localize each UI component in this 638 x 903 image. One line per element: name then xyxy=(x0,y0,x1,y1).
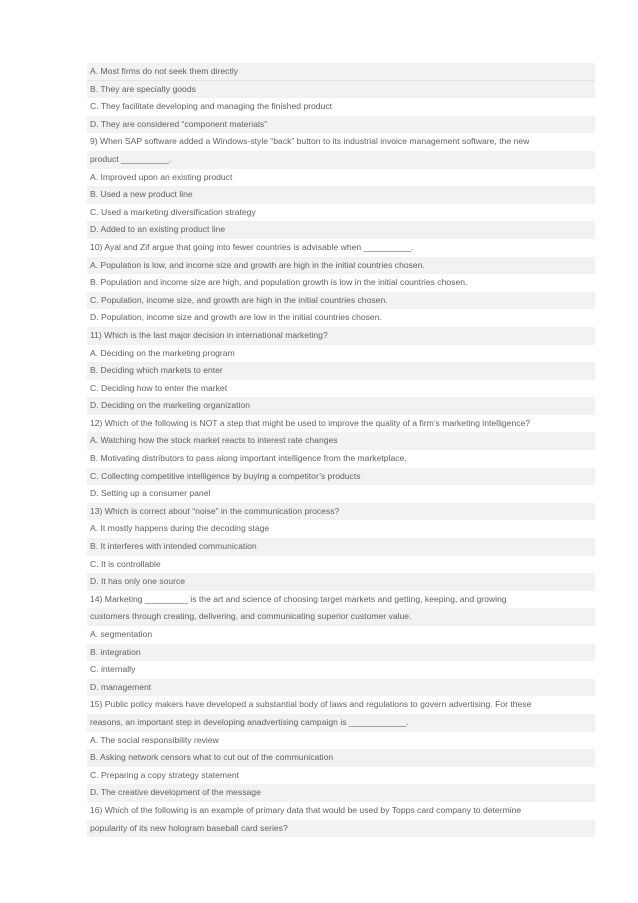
text-line: B. Deciding which markets to enter xyxy=(87,362,595,380)
text-line: C. They facilitate developing and managing the finished product xyxy=(87,98,595,116)
text-line: customers through creating, delivering, and communicating superior customer value. xyxy=(87,608,595,626)
text-line: D. Setting up a consumer panel xyxy=(87,485,595,503)
text-line: B. Asking network censors what to cut out of the communication xyxy=(87,749,595,767)
text-line: 16) Which of the following is an example of primary data that would be used by Topps card company to determine xyxy=(87,802,595,820)
text-line: A. It mostly happens during the decoding stage xyxy=(87,520,595,538)
text-line: A. Most firms do not seek them directly xyxy=(87,63,595,81)
text-line: C. Collecting competitive intelligence by buying a competitor’s products xyxy=(87,468,595,486)
text-line: B. integration xyxy=(87,644,595,662)
text-line: product __________. xyxy=(87,151,595,169)
text-line: C. Used a marketing diversification strategy xyxy=(87,204,595,222)
text-line: 15) Public policy makers have developed a substantial body of laws and regulations to govern advertising. For these xyxy=(87,696,595,714)
text-line: A. Population is low, and income size and growth are high in the initial countries chosen. xyxy=(87,257,595,275)
text-line: 12) Which of the following is NOT a step that might be used to improve the quality of a firm’s marketing intelligence? xyxy=(87,415,595,433)
text-line: C. internally xyxy=(87,661,595,679)
text-line: C. Preparing a copy strategy statement xyxy=(87,767,595,785)
text-line: 9) When SAP software added a Windows-style “back” button to its industrial invoice management software, the new xyxy=(87,133,595,151)
text-line: C. Deciding how to enter the market xyxy=(87,380,595,398)
text-line: B. Motivating distributors to pass along important intelligence from the marketplace. xyxy=(87,450,595,468)
text-line: B. Population and income size are high, and population growth is low in the initial countries chosen. xyxy=(87,274,595,292)
text-line: A. The social responsibility review xyxy=(87,732,595,750)
text-line: D. The creative development of the message xyxy=(87,784,595,802)
text-line: 13) Which is correct about “noise” in the communication process? xyxy=(87,503,595,521)
text-line: A. Improved upon an existing product xyxy=(87,169,595,187)
text-line: A. Watching how the stock market reacts to interest rate changes xyxy=(87,432,595,450)
text-line: D. management xyxy=(87,679,595,697)
text-line: popularity of its new hologram baseball card series? xyxy=(87,820,595,838)
text-line: 14) Marketing _________ is the art and science of choosing target markets and getting, keeping, and growing xyxy=(87,591,595,609)
text-line: C. It is controllable xyxy=(87,556,595,574)
text-line: D. It has only one source xyxy=(87,573,595,591)
text-line: B. It interferes with intended communication xyxy=(87,538,595,556)
text-line: D. Added to an existing product line xyxy=(87,221,595,239)
text-line: A. Deciding on the marketing program xyxy=(87,345,595,363)
text-line: D. Deciding on the marketing organization xyxy=(87,397,595,415)
text-line: A. segmentation xyxy=(87,626,595,644)
text-line: 10) Ayal and Zif argue that going into fewer countries is advisable when __________. xyxy=(87,239,595,257)
text-line: B. They are specialty goods xyxy=(87,81,595,99)
text-line: C. Population, income size, and growth are high in the initial countries chosen. xyxy=(87,292,595,310)
text-line: reasons, an important step in developing anadvertising campaign is ____________. xyxy=(87,714,595,732)
text-line: 11) Which is the last major decision in international marketing? xyxy=(87,327,595,345)
text-line: D. They are considered “component materials” xyxy=(87,116,595,134)
text-line: D. Population, income size and growth are low in the initial countries chosen. xyxy=(87,309,595,327)
document-page xyxy=(87,63,595,837)
text-line: B. Used a new product line xyxy=(87,186,595,204)
